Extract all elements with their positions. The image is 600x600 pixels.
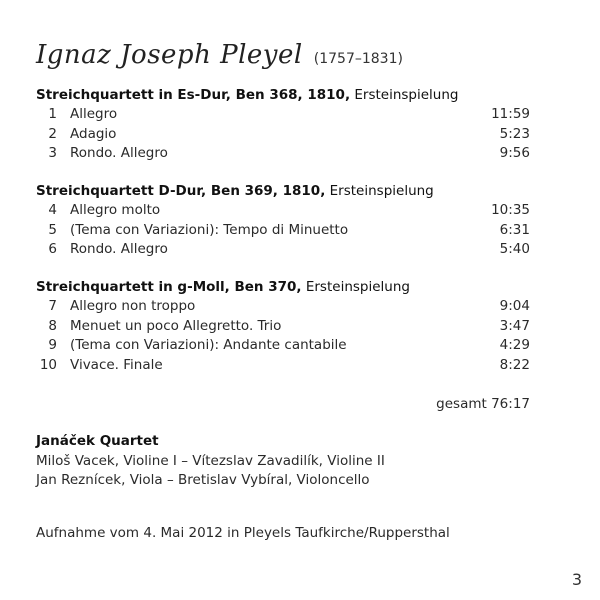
work-title-main: Streichquartett in g-Moll, Ben 370, [36, 279, 302, 295]
track-duration: 3:47 [499, 317, 530, 334]
track-row [36, 221, 530, 241]
track-title: (Tema con Variazioni): Tempo di Minuetto [70, 221, 349, 238]
track-number: 3 [48, 145, 57, 161]
track-row [36, 297, 530, 317]
track-duration: 10:35 [491, 202, 530, 218]
work-title-note: Ersteinspielung [350, 87, 459, 103]
track-duration: 5:40 [499, 241, 530, 257]
track-title: Allegro non troppo [70, 298, 196, 314]
track-row [36, 144, 530, 164]
track-row [36, 356, 530, 376]
track-title: Menuet un poco Allegretto. Trio [70, 317, 282, 334]
work-title-note: Ersteinspielung [301, 279, 410, 295]
track-number: 5 [48, 221, 57, 238]
work-title [36, 182, 530, 201]
track-duration: 6:31 [499, 221, 530, 238]
track-title: Vivace. Finale [70, 356, 163, 373]
track-duration: 5:23 [499, 125, 530, 142]
track-row [36, 105, 530, 125]
track-row [36, 240, 530, 260]
work-1 [36, 86, 530, 164]
track-title: Allegro [70, 106, 118, 122]
track-title: Rondo. Allegro [70, 241, 168, 257]
recording-info: Aufnahme vom 4. Mai 2012 in Pleyels Taufkirche/Ruppersthal [36, 525, 450, 541]
composer-dates: (1757–1831) [313, 51, 403, 67]
composer-name: Ignaz Joseph Pleyel [36, 40, 303, 70]
page-number: 3 [571, 570, 582, 589]
track-number: 7 [48, 298, 57, 314]
work-title-main: Streichquartett in Es-Dur, Ben 368, 1810, [36, 87, 351, 103]
track-duration: 9:04 [499, 298, 530, 314]
work-3 [36, 278, 530, 375]
ensemble-name: Janáček Quartet [36, 433, 159, 449]
track-row [36, 125, 530, 145]
total-duration: gesamt 76:17 [436, 396, 530, 412]
work-2 [36, 182, 530, 260]
track-row [36, 336, 530, 356]
work-title [36, 278, 530, 297]
track-title: Allegro molto [70, 202, 161, 218]
ensemble-credits [36, 432, 385, 491]
track-number: 8 [48, 317, 57, 334]
track-number: 9 [48, 337, 57, 353]
track-number: 4 [48, 202, 57, 218]
work-title-note: Ersteinspielung [325, 183, 434, 199]
track-title: Adagio [70, 125, 117, 142]
track-number: 6 [48, 241, 57, 257]
ensemble-members-line-1: Miloš Vacek, Violine I – Vítezslav Zavadilík, Violine II [36, 452, 385, 469]
track-title: Rondo. Allegro [70, 145, 168, 161]
track-number: 10 [39, 356, 57, 373]
work-title [36, 86, 530, 105]
track-duration: 9:56 [499, 145, 530, 161]
track-number: 1 [48, 106, 57, 122]
track-duration: 8:22 [499, 356, 530, 373]
track-title: (Tema con Variazioni): Andante cantabile [70, 337, 347, 353]
track-duration: 4:29 [499, 337, 530, 353]
composer-heading [36, 40, 403, 70]
work-title-main: Streichquartett D-Dur, Ben 369, 1810, [36, 183, 326, 199]
ensemble-members-line-2: Jan Reznícek, Viola – Bretislav Vybíral, Violoncello [36, 472, 370, 488]
track-row [36, 317, 530, 337]
track-number: 2 [48, 125, 57, 142]
track-row [36, 201, 530, 221]
track-duration: 11:59 [491, 106, 530, 122]
